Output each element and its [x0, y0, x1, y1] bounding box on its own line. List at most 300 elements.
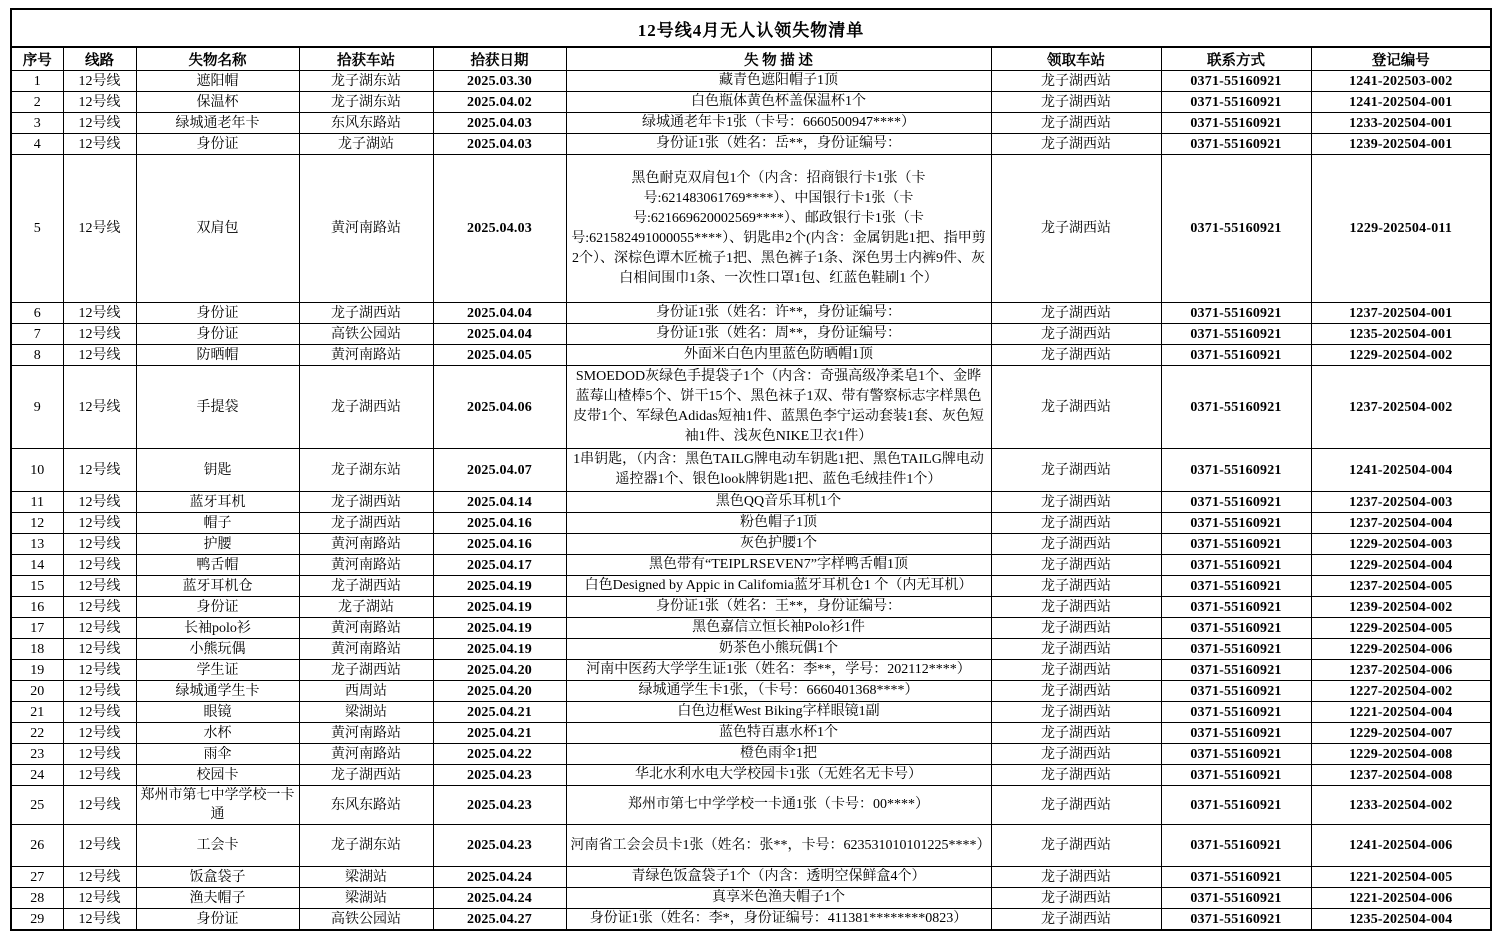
table-row — [11, 597, 1491, 618]
cell-line: 12号线 — [63, 513, 136, 534]
cell-item-name: 身份证 — [136, 597, 299, 618]
cell-claim-station: 龙子湖西站 — [991, 723, 1161, 744]
cell-contact: 0371-55160921 — [1161, 825, 1311, 867]
cell-found-date: 2025.04.23 — [433, 786, 566, 825]
cell-found-date: 2025.04.23 — [433, 765, 566, 786]
cell-claim-station: 龙子湖西站 — [991, 513, 1161, 534]
cell-found-date: 2025.04.03 — [433, 134, 566, 155]
cell-description: 外面米白色内里蓝色防晒帽1顶 — [566, 345, 991, 366]
cell-reg-no: 1237-202504-004 — [1311, 513, 1491, 534]
cell-claim-station: 龙子湖西站 — [991, 786, 1161, 825]
table-row — [11, 134, 1491, 155]
cell-found-station: 高铁公园站 — [299, 324, 433, 345]
cell-found-station: 东风东路站 — [299, 786, 433, 825]
cell-line: 12号线 — [63, 534, 136, 555]
cell-reg-no: 1241-202504-001 — [1311, 92, 1491, 113]
cell-item-name: 身份证 — [136, 909, 299, 931]
cell-line: 12号线 — [63, 345, 136, 366]
cell-item-name: 眼镜 — [136, 702, 299, 723]
cell-item-name: 小熊玩偶 — [136, 639, 299, 660]
cell-reg-no: 1237-202504-006 — [1311, 660, 1491, 681]
cell-description: 黑色QQ音乐耳机1个 — [566, 492, 991, 513]
table-row — [11, 702, 1491, 723]
cell-seq: 6 — [11, 303, 63, 324]
cell-contact: 0371-55160921 — [1161, 660, 1311, 681]
cell-found-date: 2025.04.16 — [433, 534, 566, 555]
col-header-reg-no: 登记编号 — [1311, 47, 1491, 71]
page-title: 12号线4月无人认领失物清单 — [11, 9, 1491, 47]
cell-line: 12号线 — [63, 134, 136, 155]
cell-seq: 18 — [11, 639, 63, 660]
cell-contact: 0371-55160921 — [1161, 597, 1311, 618]
cell-found-station: 梁湖站 — [299, 888, 433, 909]
cell-claim-station: 龙子湖西站 — [991, 92, 1161, 113]
cell-claim-station: 龙子湖西站 — [991, 765, 1161, 786]
cell-seq: 24 — [11, 765, 63, 786]
table-title-row — [11, 9, 1491, 47]
cell-found-station: 东风东路站 — [299, 113, 433, 134]
cell-description: 灰色护腰1个 — [566, 534, 991, 555]
table-row — [11, 324, 1491, 345]
cell-found-station: 西周站 — [299, 681, 433, 702]
cell-line: 12号线 — [63, 492, 136, 513]
cell-found-date: 2025.04.19 — [433, 576, 566, 597]
cell-item-name: 身份证 — [136, 303, 299, 324]
cell-found-station: 龙子湖西站 — [299, 513, 433, 534]
cell-found-station: 龙子湖西站 — [299, 492, 433, 513]
table-row — [11, 345, 1491, 366]
table-row — [11, 618, 1491, 639]
cell-description: 粉色帽子1顶 — [566, 513, 991, 534]
cell-claim-station: 龙子湖西站 — [991, 888, 1161, 909]
cell-contact: 0371-55160921 — [1161, 867, 1311, 888]
cell-description: 黑色嘉信立恒长袖Polo衫1件 — [566, 618, 991, 639]
cell-seq: 5 — [11, 155, 63, 303]
cell-seq: 10 — [11, 449, 63, 492]
cell-found-station: 龙子湖东站 — [299, 449, 433, 492]
table-row — [11, 867, 1491, 888]
table-row — [11, 765, 1491, 786]
cell-description: 橙色雨伞1把 — [566, 744, 991, 765]
col-header-description: 失 物 描 述 — [566, 47, 991, 71]
table-row — [11, 92, 1491, 113]
cell-description: 绿城通老年卡1张（卡号：6660500947****） — [566, 113, 991, 134]
cell-found-date: 2025.04.19 — [433, 639, 566, 660]
cell-contact: 0371-55160921 — [1161, 681, 1311, 702]
cell-claim-station: 龙子湖西站 — [991, 449, 1161, 492]
cell-line: 12号线 — [63, 765, 136, 786]
cell-claim-station: 龙子湖西站 — [991, 867, 1161, 888]
cell-found-station: 梁湖站 — [299, 702, 433, 723]
cell-claim-station: 龙子湖西站 — [991, 681, 1161, 702]
cell-item-name: 饭盒袋子 — [136, 867, 299, 888]
cell-description: 黑色耐克双肩包1个（内含：招商银行卡1张（卡号:621483061769****）、中国银行卡1张（卡号:621669620002569****）、邮政银行卡1张（卡号:621582491000055****）、钥匙串2个(内含：金属钥匙1把、指甲剪2个）、深棕色谭木匠梳子1把、黑色裤子1条、深色男士内裤9件、灰白相间围巾1条、一次性口罩1包、红蓝色鞋刷1 个） — [566, 155, 991, 303]
cell-claim-station: 龙子湖西站 — [991, 492, 1161, 513]
cell-line: 12号线 — [63, 449, 136, 492]
table-row — [11, 449, 1491, 492]
cell-found-station: 龙子湖西站 — [299, 366, 433, 449]
table-body — [11, 71, 1491, 931]
table-row — [11, 155, 1491, 303]
cell-reg-no: 1241-202504-004 — [1311, 449, 1491, 492]
cell-seq: 17 — [11, 618, 63, 639]
cell-item-name: 渔夫帽子 — [136, 888, 299, 909]
cell-line: 12号线 — [63, 366, 136, 449]
cell-description: 身份证1张（姓名：岳**，身份证编号： — [566, 134, 991, 155]
cell-seq: 15 — [11, 576, 63, 597]
cell-contact: 0371-55160921 — [1161, 134, 1311, 155]
cell-description: 河南省工会会员卡1张（姓名：张**，卡号：623531010101225****） — [566, 825, 991, 867]
cell-found-date: 2025.04.20 — [433, 660, 566, 681]
table-row — [11, 71, 1491, 92]
cell-found-date: 2025.04.20 — [433, 681, 566, 702]
cell-line: 12号线 — [63, 909, 136, 931]
cell-claim-station: 龙子湖西站 — [991, 576, 1161, 597]
cell-seq: 9 — [11, 366, 63, 449]
cell-line: 12号线 — [63, 555, 136, 576]
cell-seq: 29 — [11, 909, 63, 931]
table-row — [11, 723, 1491, 744]
cell-seq: 7 — [11, 324, 63, 345]
cell-found-date: 2025.04.19 — [433, 618, 566, 639]
col-header-claim-station: 领取车站 — [991, 47, 1161, 71]
cell-found-date: 2025.04.07 — [433, 449, 566, 492]
cell-contact: 0371-55160921 — [1161, 345, 1311, 366]
cell-found-date: 2025.04.24 — [433, 888, 566, 909]
cell-found-date: 2025.04.05 — [433, 345, 566, 366]
cell-seq: 3 — [11, 113, 63, 134]
cell-reg-no: 1237-202504-003 — [1311, 492, 1491, 513]
cell-seq: 13 — [11, 534, 63, 555]
cell-reg-no: 1241-202504-006 — [1311, 825, 1491, 867]
cell-contact: 0371-55160921 — [1161, 723, 1311, 744]
cell-found-date: 2025.04.17 — [433, 555, 566, 576]
cell-description: 身份证1张（姓名：王**，身份证编号： — [566, 597, 991, 618]
cell-found-station: 梁湖站 — [299, 867, 433, 888]
cell-contact: 0371-55160921 — [1161, 324, 1311, 345]
cell-contact: 0371-55160921 — [1161, 576, 1311, 597]
cell-item-name: 绿城通老年卡 — [136, 113, 299, 134]
table-row — [11, 534, 1491, 555]
cell-claim-station: 龙子湖西站 — [991, 366, 1161, 449]
cell-line: 12号线 — [63, 71, 136, 92]
cell-contact: 0371-55160921 — [1161, 702, 1311, 723]
cell-claim-station: 龙子湖西站 — [991, 345, 1161, 366]
cell-item-name: 蓝牙耳机仓 — [136, 576, 299, 597]
cell-reg-no: 1221-202504-004 — [1311, 702, 1491, 723]
col-header-item-name: 失物名称 — [136, 47, 299, 71]
cell-description: 藏青色遮阳帽子1顶 — [566, 71, 991, 92]
cell-description: 1串钥匙，（内含：黑色TAILG牌电动车钥匙1把、黑色TAILG牌电动遥控器1个、银色look牌钥匙1把、蓝色毛绒挂件1个） — [566, 449, 991, 492]
cell-seq: 11 — [11, 492, 63, 513]
cell-claim-station: 龙子湖西站 — [991, 702, 1161, 723]
cell-contact: 0371-55160921 — [1161, 909, 1311, 931]
cell-line: 12号线 — [63, 744, 136, 765]
cell-contact: 0371-55160921 — [1161, 618, 1311, 639]
cell-seq: 12 — [11, 513, 63, 534]
cell-found-date: 2025.04.04 — [433, 303, 566, 324]
table-row — [11, 513, 1491, 534]
cell-description: 蓝色特百惠水杯1个 — [566, 723, 991, 744]
cell-item-name: 绿城通学生卡 — [136, 681, 299, 702]
cell-item-name: 校园卡 — [136, 765, 299, 786]
cell-reg-no: 1233-202504-001 — [1311, 113, 1491, 134]
cell-line: 12号线 — [63, 639, 136, 660]
cell-item-name: 保温杯 — [136, 92, 299, 113]
cell-description: 白色Designed by Appic in Califomia蓝牙耳机仓1 个（内无耳机） — [566, 576, 991, 597]
cell-item-name: 长袖polo衫 — [136, 618, 299, 639]
cell-reg-no: 1229-202504-002 — [1311, 345, 1491, 366]
cell-reg-no: 1241-202503-002 — [1311, 71, 1491, 92]
cell-line: 12号线 — [63, 888, 136, 909]
table-row — [11, 576, 1491, 597]
cell-found-station: 黄河南路站 — [299, 639, 433, 660]
cell-description: 白色瓶体黄色杯盖保温杯1个 — [566, 92, 991, 113]
cell-found-station: 黄河南路站 — [299, 345, 433, 366]
cell-description: 绿城通学生卡1张，（卡号：6660401368****） — [566, 681, 991, 702]
cell-reg-no: 1229-202504-007 — [1311, 723, 1491, 744]
cell-line: 12号线 — [63, 681, 136, 702]
cell-seq: 21 — [11, 702, 63, 723]
cell-found-date: 2025.04.19 — [433, 597, 566, 618]
cell-seq: 14 — [11, 555, 63, 576]
cell-description: 奶茶色小熊玩偶1个 — [566, 639, 991, 660]
table-head — [11, 9, 1491, 71]
col-header-seq: 序号 — [11, 47, 63, 71]
cell-item-name: 学生证 — [136, 660, 299, 681]
cell-line: 12号线 — [63, 702, 136, 723]
table-row — [11, 555, 1491, 576]
cell-item-name: 鸭舌帽 — [136, 555, 299, 576]
cell-item-name: 工会卡 — [136, 825, 299, 867]
cell-description: 青绿色饭盒袋子1个（内含：透明空保鲜盒4个） — [566, 867, 991, 888]
cell-item-name: 帽子 — [136, 513, 299, 534]
cell-item-name: 手提袋 — [136, 366, 299, 449]
col-header-contact: 联系方式 — [1161, 47, 1311, 71]
cell-line: 12号线 — [63, 786, 136, 825]
table-row — [11, 492, 1491, 513]
cell-reg-no: 1229-202504-006 — [1311, 639, 1491, 660]
cell-item-name: 双肩包 — [136, 155, 299, 303]
cell-line: 12号线 — [63, 867, 136, 888]
table-header-row — [11, 47, 1491, 71]
table-row — [11, 909, 1491, 931]
cell-found-station: 龙子湖东站 — [299, 825, 433, 867]
cell-contact: 0371-55160921 — [1161, 888, 1311, 909]
cell-item-name: 雨伞 — [136, 744, 299, 765]
cell-found-date: 2025.04.06 — [433, 366, 566, 449]
cell-reg-no: 1235-202504-001 — [1311, 324, 1491, 345]
cell-contact: 0371-55160921 — [1161, 744, 1311, 765]
cell-contact: 0371-55160921 — [1161, 113, 1311, 134]
lost-items-table — [10, 8, 1492, 931]
cell-seq: 19 — [11, 660, 63, 681]
cell-reg-no: 1229-202504-011 — [1311, 155, 1491, 303]
cell-seq: 2 — [11, 92, 63, 113]
cell-line: 12号线 — [63, 92, 136, 113]
cell-found-station: 黄河南路站 — [299, 723, 433, 744]
cell-line: 12号线 — [63, 113, 136, 134]
cell-reg-no: 1229-202504-005 — [1311, 618, 1491, 639]
cell-found-station: 龙子湖西站 — [299, 576, 433, 597]
cell-contact: 0371-55160921 — [1161, 303, 1311, 324]
cell-found-station: 高铁公园站 — [299, 909, 433, 931]
cell-line: 12号线 — [63, 303, 136, 324]
cell-reg-no: 1229-202504-004 — [1311, 555, 1491, 576]
table-row — [11, 786, 1491, 825]
cell-seq: 20 — [11, 681, 63, 702]
cell-found-station: 龙子湖东站 — [299, 71, 433, 92]
cell-description: 真享米色渔夫帽子1个 — [566, 888, 991, 909]
cell-item-name: 遮阳帽 — [136, 71, 299, 92]
cell-contact: 0371-55160921 — [1161, 366, 1311, 449]
table-row — [11, 366, 1491, 449]
cell-found-station: 龙子湖西站 — [299, 303, 433, 324]
cell-contact: 0371-55160921 — [1161, 155, 1311, 303]
cell-seq: 27 — [11, 867, 63, 888]
cell-claim-station: 龙子湖西站 — [991, 597, 1161, 618]
cell-item-name: 防晒帽 — [136, 345, 299, 366]
cell-line: 12号线 — [63, 618, 136, 639]
cell-claim-station: 龙子湖西站 — [991, 303, 1161, 324]
cell-contact: 0371-55160921 — [1161, 492, 1311, 513]
table-row — [11, 744, 1491, 765]
cell-found-date: 2025.04.24 — [433, 867, 566, 888]
cell-seq: 25 — [11, 786, 63, 825]
cell-item-name: 水杯 — [136, 723, 299, 744]
table-row — [11, 660, 1491, 681]
cell-line: 12号线 — [63, 723, 136, 744]
cell-reg-no: 1235-202504-004 — [1311, 909, 1491, 931]
cell-found-date: 2025.04.21 — [433, 702, 566, 723]
cell-reg-no: 1221-202504-006 — [1311, 888, 1491, 909]
cell-reg-no: 1237-202504-005 — [1311, 576, 1491, 597]
cell-reg-no: 1239-202504-001 — [1311, 134, 1491, 155]
cell-found-station: 黄河南路站 — [299, 618, 433, 639]
cell-found-station: 龙子湖东站 — [299, 92, 433, 113]
table-row — [11, 639, 1491, 660]
col-header-found-date: 拾获日期 — [433, 47, 566, 71]
cell-found-station: 龙子湖西站 — [299, 765, 433, 786]
cell-seq: 28 — [11, 888, 63, 909]
cell-claim-station: 龙子湖西站 — [991, 744, 1161, 765]
cell-description: 身份证1张（姓名：许**，身份证编号： — [566, 303, 991, 324]
cell-description: 华北水利水电大学校园卡1张（无姓名无卡号） — [566, 765, 991, 786]
cell-description: 河南中医药大学学生证1张（姓名：李**，学号：202112****） — [566, 660, 991, 681]
cell-item-name: 蓝牙耳机 — [136, 492, 299, 513]
cell-item-name: 郑州市第七中学学校一卡通 — [136, 786, 299, 825]
cell-contact: 0371-55160921 — [1161, 92, 1311, 113]
col-header-found-station: 拾获车站 — [299, 47, 433, 71]
cell-found-date: 2025.04.14 — [433, 492, 566, 513]
cell-found-date: 2025.04.04 — [433, 324, 566, 345]
cell-line: 12号线 — [63, 597, 136, 618]
cell-found-date: 2025.04.27 — [433, 909, 566, 931]
cell-claim-station: 龙子湖西站 — [991, 534, 1161, 555]
cell-line: 12号线 — [63, 825, 136, 867]
col-header-line: 线路 — [63, 47, 136, 71]
cell-found-date: 2025.03.30 — [433, 71, 566, 92]
cell-found-station: 黄河南路站 — [299, 155, 433, 303]
cell-found-station: 黄河南路站 — [299, 744, 433, 765]
cell-claim-station: 龙子湖西站 — [991, 639, 1161, 660]
table-row — [11, 681, 1491, 702]
cell-claim-station: 龙子湖西站 — [991, 113, 1161, 134]
cell-seq: 26 — [11, 825, 63, 867]
cell-line: 12号线 — [63, 576, 136, 597]
cell-reg-no: 1229-202504-008 — [1311, 744, 1491, 765]
cell-claim-station: 龙子湖西站 — [991, 555, 1161, 576]
cell-item-name: 身份证 — [136, 324, 299, 345]
cell-reg-no: 1233-202504-002 — [1311, 786, 1491, 825]
cell-claim-station: 龙子湖西站 — [991, 324, 1161, 345]
cell-found-date: 2025.04.21 — [433, 723, 566, 744]
cell-claim-station: 龙子湖西站 — [991, 134, 1161, 155]
table-row — [11, 888, 1491, 909]
cell-description: 身份证1张（姓名：周**，身份证编号： — [566, 324, 991, 345]
cell-reg-no: 1229-202504-003 — [1311, 534, 1491, 555]
cell-line: 12号线 — [63, 660, 136, 681]
table-row — [11, 303, 1491, 324]
cell-found-date: 2025.04.03 — [433, 155, 566, 303]
cell-found-station: 龙子湖站 — [299, 134, 433, 155]
cell-found-date: 2025.04.03 — [433, 113, 566, 134]
cell-contact: 0371-55160921 — [1161, 71, 1311, 92]
cell-seq: 16 — [11, 597, 63, 618]
cell-description: 白色边框West Biking字样眼镜1副 — [566, 702, 991, 723]
cell-seq: 23 — [11, 744, 63, 765]
cell-item-name: 钥匙 — [136, 449, 299, 492]
cell-found-station: 龙子湖西站 — [299, 660, 433, 681]
cell-reg-no: 1237-202504-001 — [1311, 303, 1491, 324]
cell-description: 身份证1张（姓名：李*，身份证编号：411381********0823） — [566, 909, 991, 931]
cell-item-name: 身份证 — [136, 134, 299, 155]
cell-found-station: 黄河南路站 — [299, 534, 433, 555]
cell-description: 黑色带有“TEIPLRSEVEN7”字样鸭舌帽1顶 — [566, 555, 991, 576]
cell-contact: 0371-55160921 — [1161, 555, 1311, 576]
cell-item-name: 护腰 — [136, 534, 299, 555]
cell-claim-station: 龙子湖西站 — [991, 155, 1161, 303]
table-row — [11, 825, 1491, 867]
cell-contact: 0371-55160921 — [1161, 513, 1311, 534]
table-row — [11, 113, 1491, 134]
cell-contact: 0371-55160921 — [1161, 786, 1311, 825]
cell-seq: 4 — [11, 134, 63, 155]
cell-description: SMOEDOD灰绿色手提袋子1个（内含：奇强高级净柔皂1个、金晔蓝莓山楂棒5个、饼干15个、黑色袜子1双、带有警察标志字样黑色皮带1个、军绿色Adidas短袖1件、蓝黑色李宁运动套装1套、灰色短袖1件、浅灰色NIKE卫衣1件） — [566, 366, 991, 449]
cell-reg-no: 1221-202504-005 — [1311, 867, 1491, 888]
cell-contact: 0371-55160921 — [1161, 765, 1311, 786]
cell-description: 郑州市第七中学学校一卡通1张（卡号：00****） — [566, 786, 991, 825]
cell-seq: 22 — [11, 723, 63, 744]
cell-found-station: 龙子湖站 — [299, 597, 433, 618]
cell-found-date: 2025.04.02 — [433, 92, 566, 113]
cell-seq: 8 — [11, 345, 63, 366]
cell-line: 12号线 — [63, 324, 136, 345]
cell-seq: 1 — [11, 71, 63, 92]
cell-claim-station: 龙子湖西站 — [991, 618, 1161, 639]
cell-claim-station: 龙子湖西站 — [991, 909, 1161, 931]
cell-reg-no: 1237-202504-002 — [1311, 366, 1491, 449]
cell-reg-no: 1237-202504-008 — [1311, 765, 1491, 786]
cell-found-date: 2025.04.22 — [433, 744, 566, 765]
cell-found-date: 2025.04.23 — [433, 825, 566, 867]
cell-contact: 0371-55160921 — [1161, 534, 1311, 555]
cell-claim-station: 龙子湖西站 — [991, 825, 1161, 867]
cell-reg-no: 1227-202504-002 — [1311, 681, 1491, 702]
cell-claim-station: 龙子湖西站 — [991, 660, 1161, 681]
cell-found-station: 黄河南路站 — [299, 555, 433, 576]
cell-claim-station: 龙子湖西站 — [991, 71, 1161, 92]
